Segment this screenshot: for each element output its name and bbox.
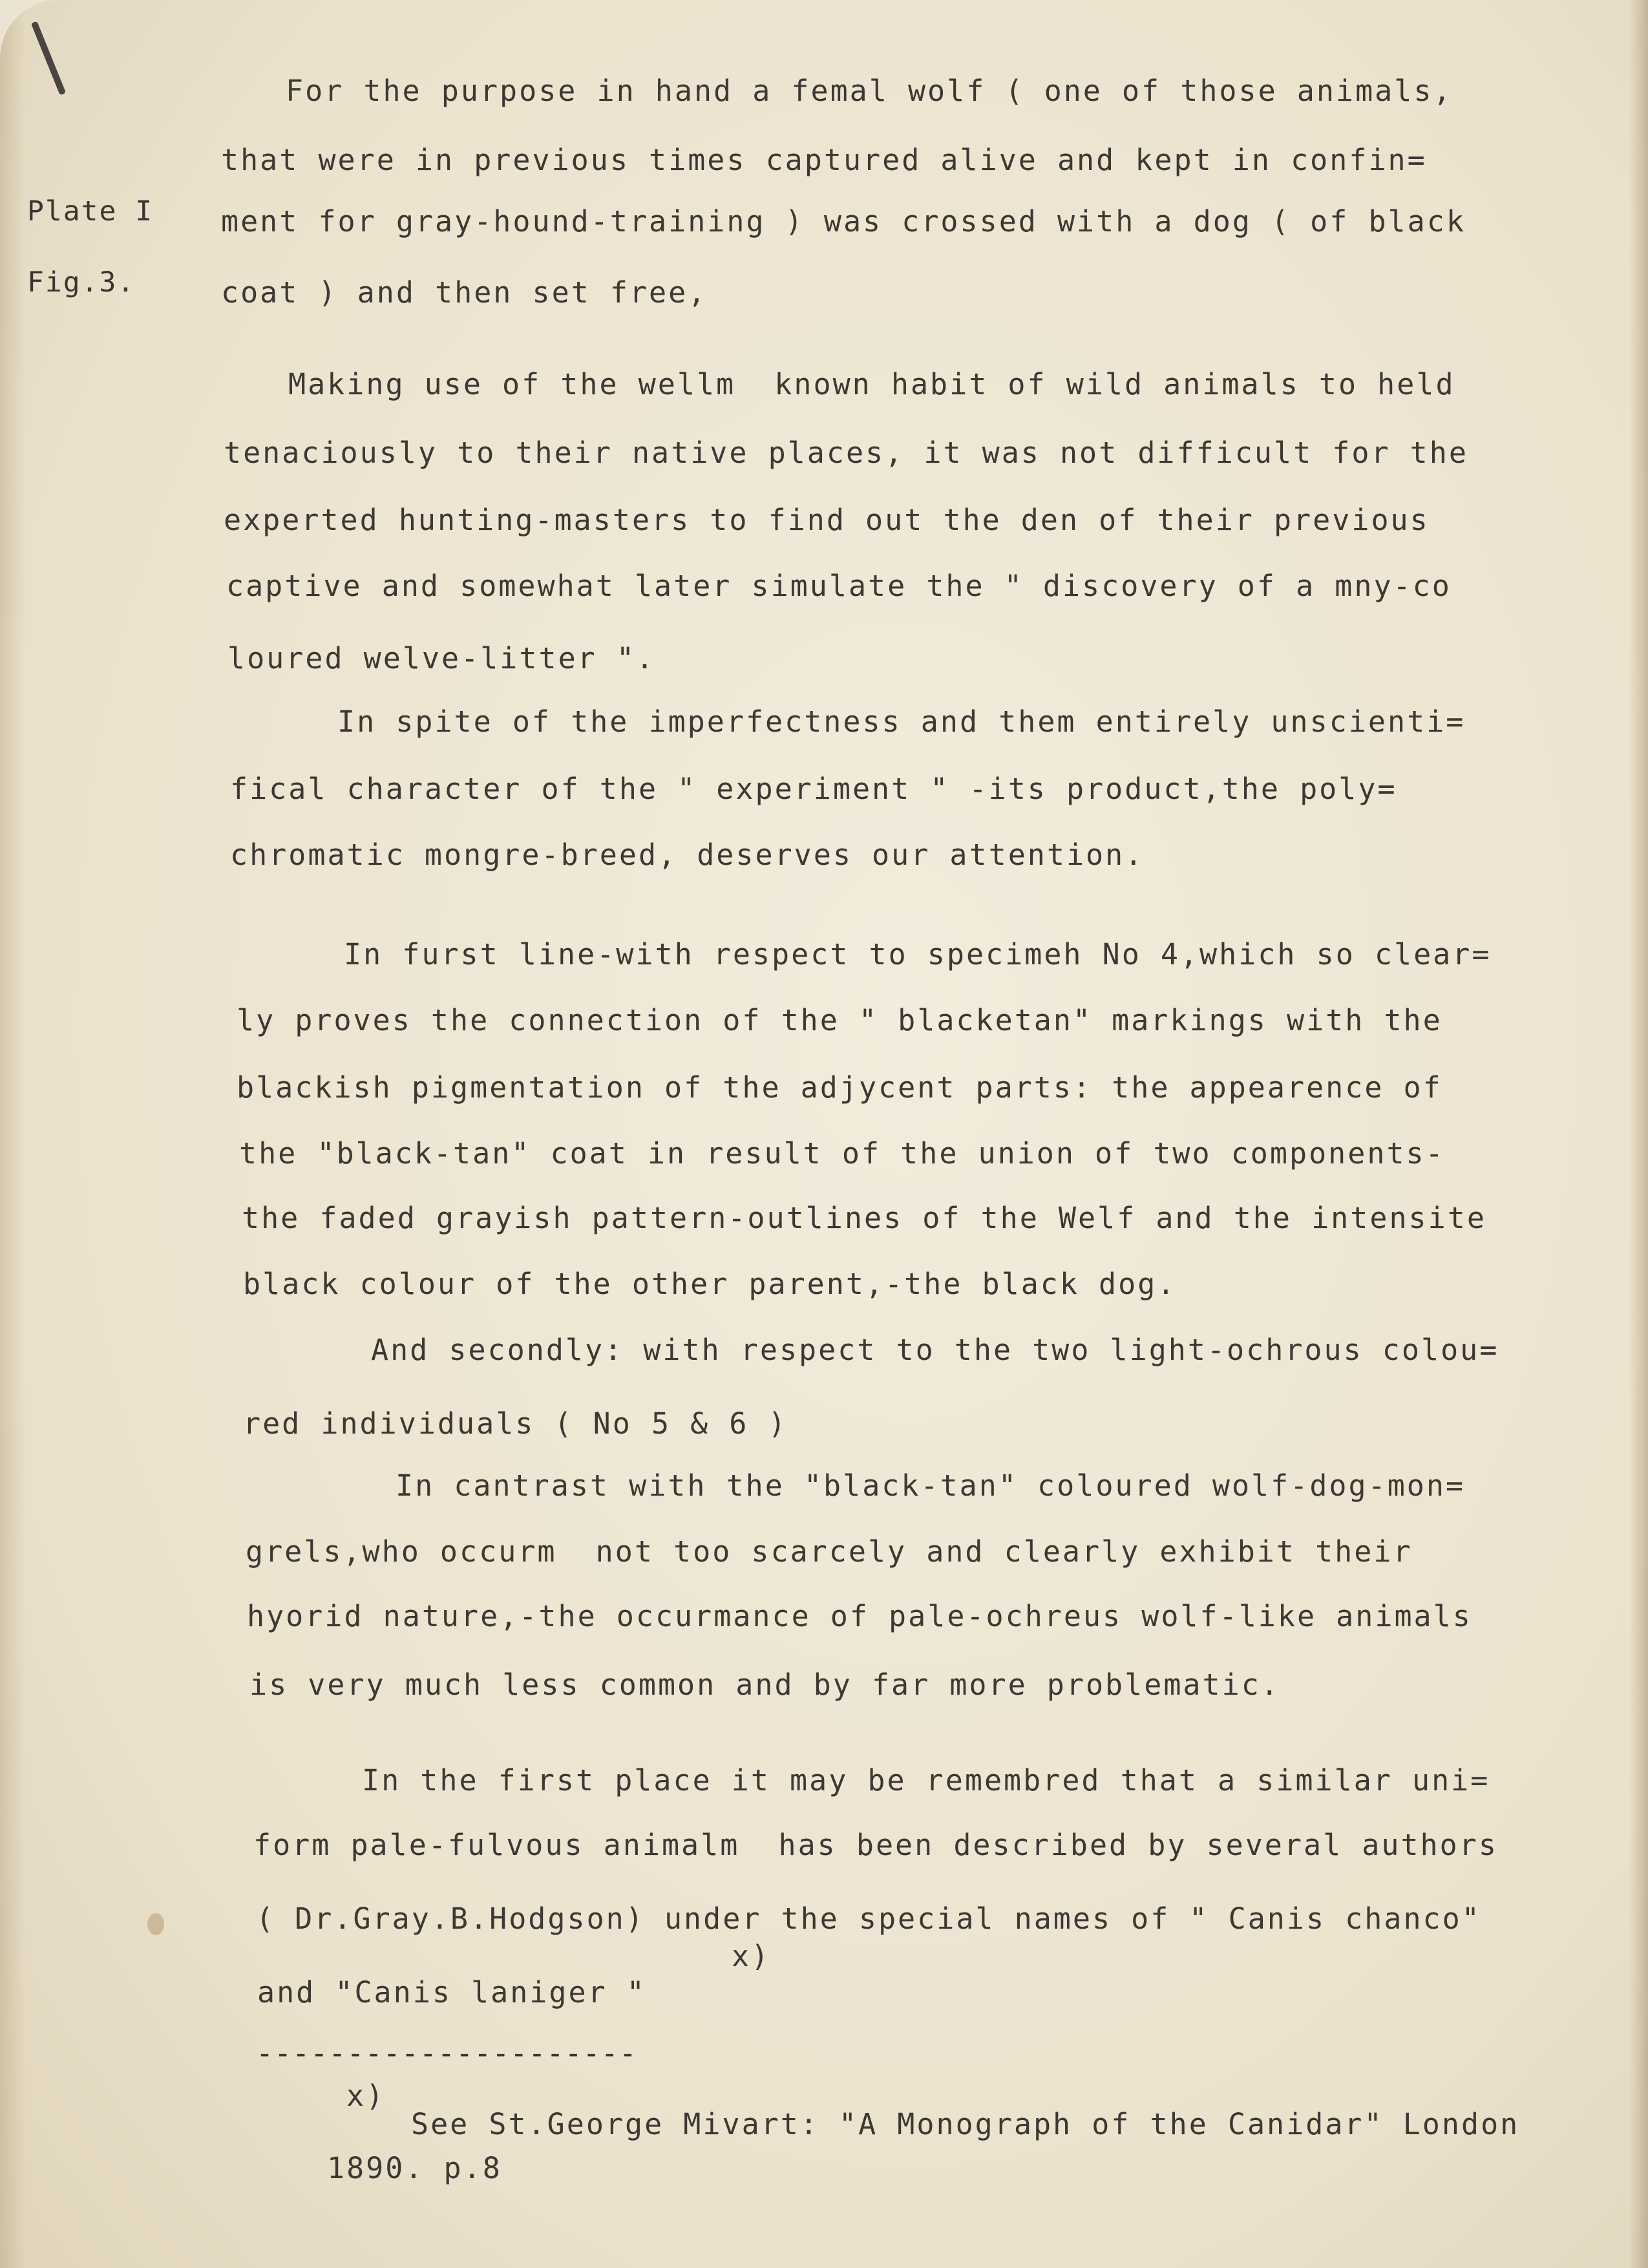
- text-line: red individuals ( No 5 & 6 ): [243, 1406, 788, 1441]
- text-line: the faded grayish pattern-outlines of the Welf and the intensite: [242, 1201, 1486, 1235]
- text-line: hyorid nature,-the occurmance of pale-ochreus wolf-like animals: [247, 1599, 1472, 1633]
- pencil-mark: [31, 21, 66, 95]
- text-line: blackish pigmentation of the adjycent parts: the appearence of: [237, 1070, 1442, 1105]
- text-line: ly proves the connection of the " blacketan" markings with the: [237, 1003, 1442, 1037]
- footnote-text: See St.George Mivart: "A Monograph of the Canidar" London: [411, 2107, 1520, 2141]
- text-line: and "Canis laniger ": [257, 1975, 646, 2009]
- text-line: black colour of the other parent,-the black dog.: [243, 1267, 1177, 1301]
- footnote-rule: ---------------------: [256, 2036, 637, 2070]
- paper-stain: [147, 1913, 164, 1935]
- text-line: Making use of the wellm known habit of wild animals to held: [288, 367, 1455, 401]
- text-line: tenaciously to their native places, it was not difficult for the: [224, 436, 1468, 470]
- text-line: In furst line-with respect to specimeh No 4,which so clear=: [344, 937, 1492, 971]
- text-line: In cantrast with the "black-tan" coloured wolf-dog-mon=: [396, 1468, 1466, 1503]
- text-line: the "black-tan" coat in result of the union of two components-: [239, 1136, 1445, 1171]
- text-line: that were in previous times captured alive and kept in confin=: [221, 143, 1427, 177]
- footnote-text: 1890. p.8: [327, 2151, 502, 2185]
- text-line: chromatic mongre-breed, deserves our attention.: [230, 838, 1145, 872]
- text-line: In the first place it may be remembred that a similar uni=: [362, 1763, 1490, 1797]
- margin-note-plate: Plate I: [27, 195, 154, 228]
- footnote-marker: x): [346, 2079, 386, 2113]
- text-line: is very much less common and by far more problematic.: [249, 1668, 1280, 1702]
- text-line: coat ) and then set free,: [221, 275, 708, 310]
- text-line: grels,who occurm not too scarcely and clearly exhibit their: [246, 1534, 1413, 1569]
- text-line: In spite of the imperfectness and them entirely unscienti=: [337, 705, 1466, 739]
- footnote-reference: x): [732, 1939, 771, 1973]
- text-line: fical character of the " experiment " -its product,the poly=: [230, 772, 1397, 806]
- text-line: ment for gray-hound-training ) was crossed with a dog ( of black: [221, 204, 1466, 238]
- text-line: And secondly: with respect to the two light-ochrous colou=: [371, 1333, 1499, 1367]
- text-line: form pale-fulvous animalm has been described by several authors: [253, 1828, 1498, 1862]
- text-line: For the purpose in hand a femal wolf ( one of those animals,: [286, 74, 1453, 108]
- text-line: loured welve-litter ".: [227, 641, 656, 675]
- text-line: experted hunting-masters to find out the den of their previous: [224, 503, 1430, 537]
- text-line: captive and somewhat later simulate the " discovery of a mny-co: [226, 569, 1452, 603]
- text-line: ( Dr.Gray.B.Hodgson) under the special names of " Canis chanco": [256, 1902, 1481, 1936]
- margin-note-figure: Fig.3.: [27, 266, 136, 299]
